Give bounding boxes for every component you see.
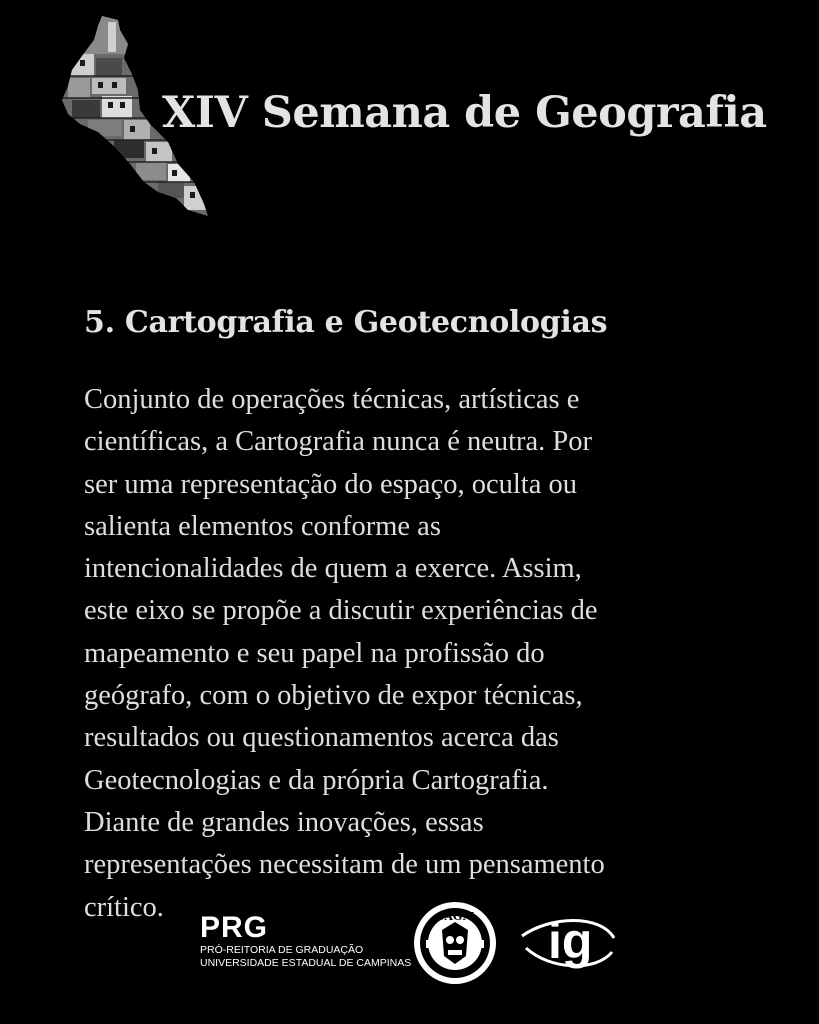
axis-title: 5. Cartografia e Geotecnologias	[84, 305, 608, 340]
description-line: intencionalidades de quem a exerce. Assim,	[84, 553, 582, 585]
ig-logo-text: ig	[548, 913, 593, 969]
description-line: salienta elementos conforme as	[84, 510, 441, 542]
axis-description	[84, 379, 774, 929]
prg-line-1: PRÓ-REITORIA DE GRADUAÇÃO	[200, 944, 364, 956]
cagg-logo-text: CAGM	[435, 910, 475, 923]
event-title: XIV Semana de Geografia	[162, 88, 767, 138]
description-line: crítico.	[84, 891, 164, 923]
description-line: científicas, a Cartografia nunca é neutra. Por	[84, 426, 593, 458]
description-line: Diante de grandes inovações, essas	[84, 806, 484, 838]
description-line: Conjunto de operações técnicas, artísticas e	[84, 384, 580, 415]
description-line: este eixo se propõe a discutir experiências de	[84, 595, 598, 627]
description-line: Geotecnologias e da própria Cartografia.	[84, 764, 549, 796]
description-line: resultados ou questionamentos acerca das	[84, 722, 559, 754]
ig-logo-icon	[520, 908, 616, 974]
prg-logo-mark: PRG	[200, 911, 269, 944]
description-line: geógrafo, com o objetivo de expor técnicas,	[84, 680, 583, 712]
cagg-seal-logo	[412, 900, 498, 986]
description-line: ser uma representação do espaço, oculta ou	[84, 468, 577, 500]
prg-logo	[200, 911, 412, 982]
description-line: representações necessitam de um pensamento	[84, 849, 605, 881]
description-line: mapeamento e seu papel na profissão do	[84, 637, 545, 669]
prg-line-2: UNIVERSIDADE ESTADUAL DE CAMPINAS	[200, 957, 412, 969]
